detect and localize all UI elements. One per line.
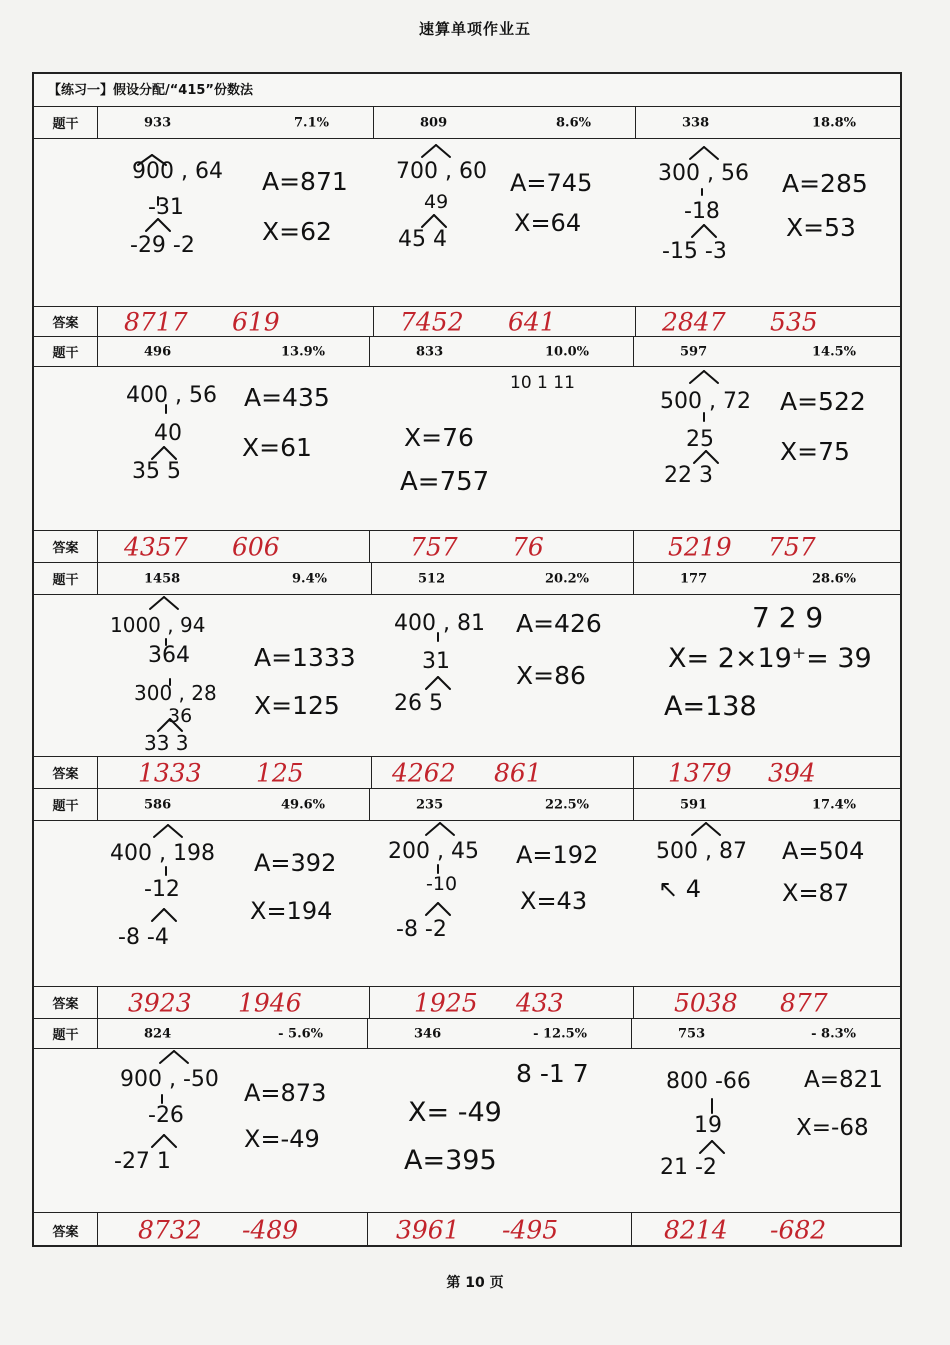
question-cell xyxy=(372,563,634,594)
work-line: -10 xyxy=(426,873,458,895)
work-line: 300 , 56 xyxy=(658,161,749,186)
question-label: 题干 xyxy=(34,1019,98,1048)
work-line: 900 , 64 xyxy=(132,159,223,184)
work-cell xyxy=(34,821,370,986)
work-cell xyxy=(634,367,900,530)
work-line: -15 -3 xyxy=(662,239,727,264)
work-line: 200 , 45 xyxy=(388,839,479,864)
work-line: 36 xyxy=(168,705,193,727)
answer-value-2: 1946 xyxy=(238,988,302,1017)
answer-value-1: 8717 xyxy=(124,307,188,336)
work-area-4 xyxy=(34,821,900,987)
question-percent: 20.2% xyxy=(544,571,589,586)
answer-cell xyxy=(368,1213,632,1247)
question-percent: 28.6% xyxy=(811,571,856,586)
answer-x: X=-49 xyxy=(244,1125,320,1153)
work-line: 45 4 xyxy=(398,227,447,252)
question-percent: - 8.3% xyxy=(811,1026,856,1041)
answer-value-1: 5219 xyxy=(668,532,732,561)
question-cell xyxy=(98,563,372,594)
answer-value-2: 606 xyxy=(232,532,280,561)
work-area-2 xyxy=(34,367,900,531)
answer-a: A=745 xyxy=(510,169,593,197)
work-line: 10 1 11 xyxy=(510,373,575,393)
answer-label: 答案 xyxy=(34,987,98,1018)
answer-a: A=435 xyxy=(244,383,330,412)
work-line: 8 -1 7 xyxy=(516,1059,589,1088)
answer-cell xyxy=(98,987,370,1018)
answer-label: 答案 xyxy=(34,1213,98,1247)
answer-label: 答案 xyxy=(34,531,98,562)
question-number: 177 xyxy=(680,571,708,586)
work-line: 22 3 xyxy=(664,463,713,488)
answer-cell xyxy=(98,1213,368,1247)
answer-a: A=285 xyxy=(782,169,868,198)
answer-value-2: 641 xyxy=(508,307,556,336)
work-line: -27 1 xyxy=(114,1149,171,1174)
question-row-1 xyxy=(34,107,900,139)
question-number: 235 xyxy=(416,797,444,812)
question-number: 824 xyxy=(144,1026,172,1041)
answer-value-1: 1925 xyxy=(414,988,478,1017)
work-cell xyxy=(34,1049,368,1212)
work-cell xyxy=(370,367,634,530)
work-cell xyxy=(634,595,900,756)
answer-value-2: 619 xyxy=(232,307,280,336)
answer-x: X=43 xyxy=(520,887,588,915)
question-percent: 49.6% xyxy=(280,797,325,812)
answer-a: A=392 xyxy=(254,849,337,877)
answer-a: A=871 xyxy=(262,167,348,196)
question-percent: 14.5% xyxy=(811,344,856,359)
work-line: 500 , 72 xyxy=(660,389,751,414)
answer-a: A=426 xyxy=(516,609,602,638)
work-line: -8 -4 xyxy=(118,925,169,950)
page-number: 第 10 页 xyxy=(446,1275,504,1291)
answer-a: A=192 xyxy=(516,841,599,869)
question-cell xyxy=(374,107,636,138)
answer-x: X=62 xyxy=(262,217,332,246)
question-cell xyxy=(98,107,374,138)
answer-x: X=64 xyxy=(514,209,582,237)
answer-cell xyxy=(636,307,900,336)
answer-value-1: 8214 xyxy=(664,1215,728,1245)
answer-cell xyxy=(634,531,900,562)
answer-a: A=1333 xyxy=(254,643,356,672)
question-percent: 17.4% xyxy=(811,797,856,812)
question-number: 809 xyxy=(420,115,448,130)
work-line: 900 , -50 xyxy=(120,1067,219,1092)
answer-x: X=75 xyxy=(780,437,850,466)
work-line: 500 , 87 xyxy=(656,839,747,864)
question-number: 833 xyxy=(416,344,444,359)
question-percent: 18.8% xyxy=(811,115,856,130)
question-cell xyxy=(634,789,900,820)
question-label: 题干 xyxy=(34,337,98,366)
work-line: -31 xyxy=(148,195,184,220)
question-cell xyxy=(634,337,900,366)
work-line: 31 xyxy=(422,649,450,674)
answer-row-2 xyxy=(34,531,900,563)
question-number: 338 xyxy=(682,115,710,130)
question-percent: 13.9% xyxy=(280,344,325,359)
answer-cell xyxy=(370,531,634,562)
answer-row-4 xyxy=(34,987,900,1019)
work-area-5 xyxy=(34,1049,900,1213)
answer-a: A=873 xyxy=(244,1079,327,1107)
answer-value-1: 1333 xyxy=(138,758,202,787)
question-percent: 7.1% xyxy=(294,115,329,130)
answer-x: X=86 xyxy=(516,661,586,690)
work-line: 19 xyxy=(694,1113,722,1138)
question-cell xyxy=(98,789,370,820)
work-line: 400 , 81 xyxy=(394,611,485,636)
question-number: 346 xyxy=(414,1026,442,1041)
question-percent: 22.5% xyxy=(544,797,589,812)
question-number: 586 xyxy=(144,797,172,812)
question-number: 591 xyxy=(680,797,708,812)
question-cell xyxy=(632,1019,900,1048)
question-row-5 xyxy=(34,1019,900,1049)
work-line: 800 -66 xyxy=(666,1069,751,1094)
answer-cell xyxy=(634,987,900,1018)
answer-value-1: 5038 xyxy=(674,988,738,1017)
question-cell xyxy=(368,1019,632,1048)
answer-cell xyxy=(634,757,900,788)
work-line: 400 , 56 xyxy=(126,383,217,408)
answer-value-1: 757 xyxy=(410,532,458,561)
work-line: 7 2 9 xyxy=(752,601,824,634)
work-line: 35 5 xyxy=(132,459,181,484)
answer-x: X=53 xyxy=(786,213,856,242)
answer-value-2: 877 xyxy=(780,988,828,1017)
answer-value-2: -495 xyxy=(502,1215,559,1245)
question-percent: - 5.6% xyxy=(278,1026,323,1041)
work-line: 1000 , 94 xyxy=(110,613,206,637)
answer-value-2: -682 xyxy=(770,1215,827,1245)
answer-cell xyxy=(632,1213,900,1247)
work-line: 26 5 xyxy=(394,691,443,716)
answer-value-1: 4262 xyxy=(392,758,456,787)
answer-cell xyxy=(98,307,374,336)
answer-cell xyxy=(370,987,634,1018)
question-cell xyxy=(636,107,900,138)
question-cell xyxy=(370,337,634,366)
answer-value-1: 2847 xyxy=(662,307,726,336)
answer-a: A=138 xyxy=(664,691,757,722)
question-row-2 xyxy=(34,337,900,367)
answer-a: A=504 xyxy=(782,837,865,865)
answer-value-1: 1379 xyxy=(668,758,732,787)
question-cell xyxy=(98,1019,368,1048)
question-row-3 xyxy=(34,563,900,595)
question-number: 512 xyxy=(418,571,446,586)
answer-value-2: 76 xyxy=(512,532,544,561)
work-cell xyxy=(370,821,634,986)
work-line: 40 xyxy=(154,421,182,446)
work-line: -18 xyxy=(684,199,720,224)
question-label: 题干 xyxy=(34,563,98,594)
work-line: X= 2×19⁺= 39 xyxy=(668,643,872,674)
work-line: 49 xyxy=(424,191,449,213)
question-number: 753 xyxy=(678,1026,706,1041)
answer-row-1 xyxy=(34,307,900,337)
question-percent: - 12.5% xyxy=(533,1026,587,1041)
work-line: -12 xyxy=(144,877,180,902)
answer-label: 答案 xyxy=(34,307,98,336)
answer-a: A=821 xyxy=(804,1067,883,1093)
work-cell xyxy=(34,595,372,756)
work-line: -29 -2 xyxy=(130,233,195,258)
worksheet-table xyxy=(32,72,902,1247)
question-cell xyxy=(370,789,634,820)
work-line: 400 , 198 xyxy=(110,841,215,866)
work-cell xyxy=(368,1049,632,1212)
answer-a: A=757 xyxy=(400,467,490,497)
answer-value-1: 8732 xyxy=(138,1215,202,1245)
question-cell xyxy=(98,337,370,366)
answer-label: 答案 xyxy=(34,757,98,788)
work-line: 21 -2 xyxy=(660,1155,717,1180)
work-line: 364 xyxy=(148,643,190,668)
work-cell xyxy=(634,821,900,986)
answer-value-1: 3923 xyxy=(128,988,192,1017)
work-cell xyxy=(374,139,636,306)
exercise-header: 【练习一】假设分配/“415”份数法 xyxy=(34,74,900,107)
answer-x: X=125 xyxy=(254,691,340,720)
work-line: -26 xyxy=(148,1103,184,1128)
answer-value-2: 125 xyxy=(256,758,304,787)
page-title: 速算单项作业五 xyxy=(418,20,531,38)
work-cell xyxy=(34,367,370,530)
answer-x: X= -49 xyxy=(408,1097,502,1128)
work-line: 700 , 60 xyxy=(396,159,487,184)
work-line: 33 3 xyxy=(144,731,189,755)
work-line: -8 -2 xyxy=(396,917,447,942)
answer-value-2: -489 xyxy=(242,1215,299,1245)
answer-value-1: 4357 xyxy=(124,532,188,561)
answer-row-3 xyxy=(34,757,900,789)
answer-cell xyxy=(372,757,634,788)
work-line: 25 xyxy=(686,427,714,452)
question-label: 题干 xyxy=(34,107,98,138)
answer-cell xyxy=(98,531,370,562)
answer-x: X=87 xyxy=(782,879,850,907)
question-percent: 9.4% xyxy=(292,571,327,586)
answer-value-2: 535 xyxy=(770,307,818,336)
answer-value-2: 861 xyxy=(494,758,542,787)
work-area-1 xyxy=(34,139,900,307)
work-area-3 xyxy=(34,595,900,757)
question-label: 题干 xyxy=(34,789,98,820)
answer-value-2: 433 xyxy=(516,988,564,1017)
answer-x: X=-68 xyxy=(796,1115,869,1141)
work-cell xyxy=(34,139,374,306)
question-row-4 xyxy=(34,789,900,821)
answer-cell xyxy=(374,307,636,336)
question-number: 1458 xyxy=(144,571,181,586)
question-percent: 8.6% xyxy=(556,115,591,130)
answer-row-5 xyxy=(34,1213,900,1247)
answer-value-2: 394 xyxy=(768,758,816,787)
work-cell xyxy=(632,1049,900,1212)
answer-value-1: 7452 xyxy=(400,307,464,336)
answer-x: X=194 xyxy=(250,897,333,925)
work-cell xyxy=(372,595,634,756)
question-cell xyxy=(634,563,900,594)
work-line: ↖ 4 xyxy=(658,875,702,903)
question-number: 496 xyxy=(144,344,172,359)
question-number: 933 xyxy=(144,115,172,130)
question-percent: 10.0% xyxy=(544,344,589,359)
answer-cell xyxy=(98,757,372,788)
answer-value-1: 3961 xyxy=(396,1215,460,1245)
answer-value-2: 757 xyxy=(768,532,816,561)
answer-x: X=61 xyxy=(242,433,312,462)
answer-a: A=395 xyxy=(404,1145,497,1176)
work-line: 300 , 28 xyxy=(134,681,217,705)
answer-a: A=522 xyxy=(780,387,866,416)
answer-x: X=76 xyxy=(404,423,474,452)
question-number: 597 xyxy=(680,344,708,359)
work-cell xyxy=(636,139,900,306)
